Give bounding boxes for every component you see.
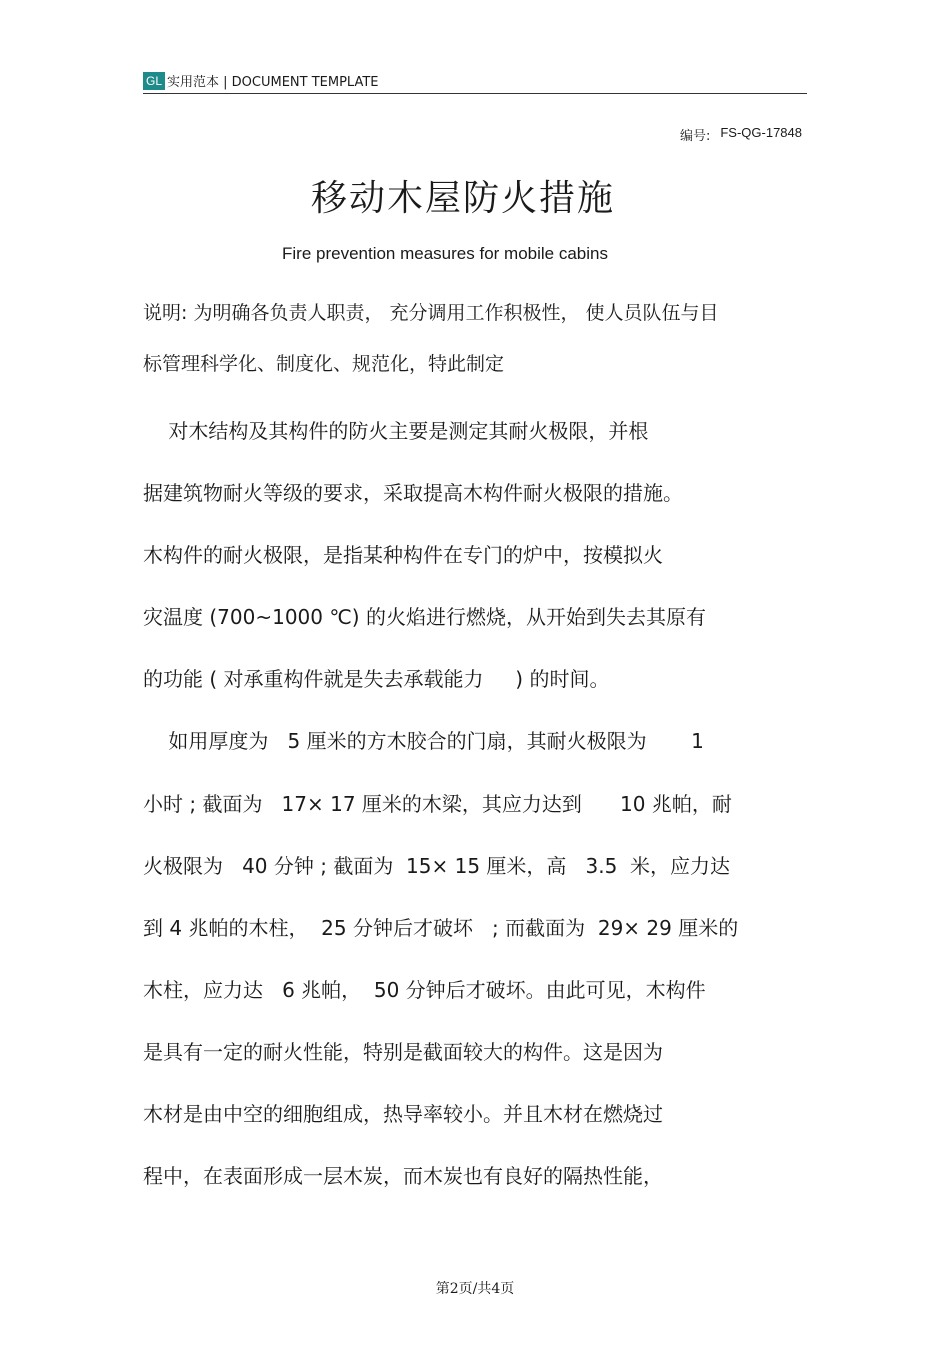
body-line: 火极限为 40 分钟 ; 截面为 15× 15 厘米，高 3.5 米，应力达 [143,853,731,878]
body-line: 如用厚度为 5 厘米的方木胶合的门扇，其耐火极限为 1 [143,729,704,754]
description-line: 说明: 为明确各负责人职责， 充分调用工作积极性， 使人员队伍与目 [143,302,719,324]
body-line: 程中，在表面形成一层木炭，而木炭也有良好的隔热性能， [143,1164,663,1189]
body-line: 据建筑物耐火等级的要求，采取提高木构件耐火极限的措施。 [143,481,683,506]
document-number [680,125,802,144]
body-line: 木构件的耐火极限，是指某种构件在专门的炉中，按模拟火 [143,543,663,568]
body-line: 对木结构及其构件的防火主要是测定其耐火极限，并根 [143,419,649,443]
body-line: 灾温度 (700~1000 ℃) 的火焰进行燃烧，从开始到失去其原有 [143,605,706,630]
body-text [143,400,813,1207]
document-number-label: 编号: [679,129,711,144]
gl-logo: GL [143,72,165,90]
body-line: 是具有一定的耐火性能，特别是截面较大的构件。这是因为 [143,1039,663,1064]
body-line: 到 4 兆帕的木柱， 25 分钟后才破坏 ; 而截面为 29× 29 厘米的 [143,915,739,940]
body-line: 木材是由中空的细胞组成，热导率较小。并且木材在燃烧过 [143,1102,663,1127]
document-subtitle: Fire prevention measures for mobile cabins [282,244,608,263]
description-block [143,288,803,390]
page-footer: 第2页/共4页 [435,1281,515,1297]
body-line: 木柱，应力达 6 兆帕， 50 分钟后才破坏。由此可见，木构件 [143,977,706,1002]
header-label: 实用范本 | DOCUMENT TEMPLATE [167,75,379,90]
body-line: 的功能 ( 对承重构件就是失去承载能力 ) 的时间。 [143,667,610,692]
body-line: 小时 ; 截面为 17× 17 厘米的木梁，其应力达到 10 兆帕，耐 [143,791,732,816]
document-number-value: FS-QG-17848 [720,125,802,140]
description-line: 标管理科学化、制度化、规范化，特此制定 [143,353,505,375]
page-header [143,68,807,94]
document-title: 移动木屋防火措施 [310,178,615,219]
